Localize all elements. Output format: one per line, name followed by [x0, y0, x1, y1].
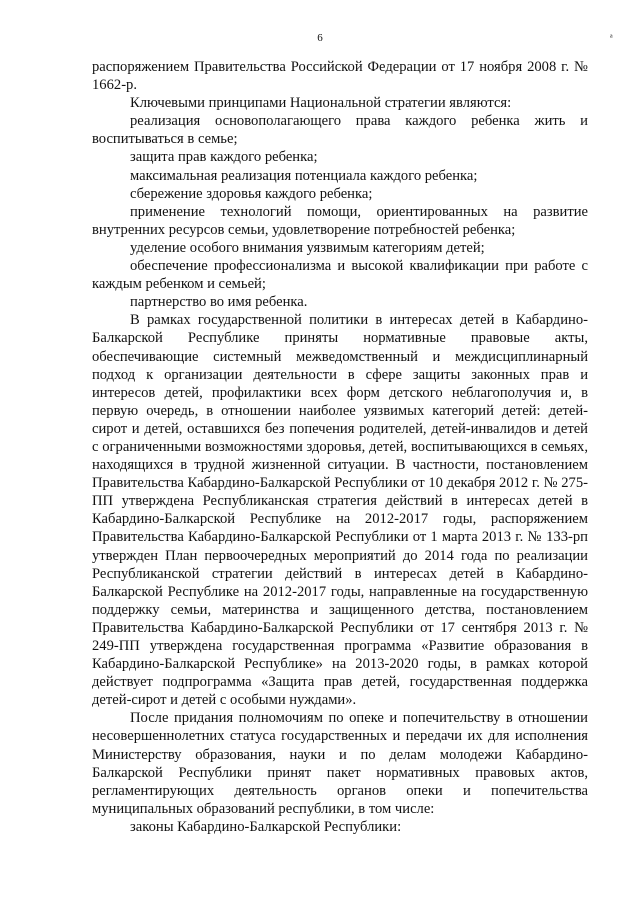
paragraph: распоряжением Правительства Российской Федерации от 17 ноября 2008 г. № 1662-р.	[92, 59, 588, 94]
document-body	[92, 58, 588, 836]
paragraph: уделение особого внимания уязвимым категориям детей;	[130, 239, 485, 256]
paragraph: партнерство во имя ребенка.	[130, 294, 308, 311]
paragraph: применение технологий помощи, ориентированных на развитие внутренних ресурсов семьи, удовлетворение потребностей ребенка;	[92, 203, 588, 238]
paragraph: максимальная реализация потенциала каждого ребенка;	[130, 167, 478, 184]
corner-mark: ᵃ	[610, 32, 613, 43]
paragraph: сбережение здоровья каждого ребенка;	[130, 185, 373, 202]
paragraph: Ключевыми принципами Национальной стратегии являются:	[130, 95, 512, 112]
page-number: 6	[317, 32, 323, 44]
paragraph: обеспечение профессионализма и высокой квалификации при работе с каждым ребенком и семьей;	[92, 258, 588, 293]
paragraph: защита прав каждого ребенка;	[130, 149, 318, 166]
paragraph: реализация основополагающего права каждого ребенка жить и воспитываться в семье;	[92, 113, 588, 148]
paragraph: законы Кабардино-Балкарской Республики:	[130, 818, 402, 835]
paragraph: После придания полномочиям по опеке и попечительству в отношении несовершеннолетних статуса государственных и передачи их для исполнения Министерству образования, науки и по делам молодежи Кабардино-Балкарской Республики принят пакет нормативных правовых актов, регламентирующих деятельность органов опеки и попечительства муниципальных образований республики, в том числе:	[92, 710, 588, 817]
paragraph: В рамках государственной политики в интересах детей в Кабардино-Балкарской Республике приняты нормативные правовые акты, обеспечивающие системный межведомственный и междисциплинарный подход к организации деятельности в сфере защиты законных прав и интересов детей, профилактики всех форм детского неблагополучия и, в первую очередь, в отношении наиболее уязвимых категорий детей: детей-сирот и детей, оставшихся без попечения родителей, детей-инвалидов и детей с ограниченными возможностями здоровья, детей, воспитывающихся в семьях, находящихся в трудной жизненной ситуации. В частности, постановлением Правительства Кабардино-Балкарской Республики от 10 декабря 2012 г. № 275-ПП утверждена Республиканская стратегия действий в интересах детей в Кабардино-Балкарской Республике на 2012-2017 годы, распоряжением Правительства Кабардино-Балкарской Республики от 1 марта 2013 г. № 133-рп утвержден План первоочередных мероприятий до 2014 года по реализации Республиканской стратегии действий в интересах детей в Кабардино-Балкарской Республике на 2012-2017 годы, направленные на государственную поддержку семьи, материнства и защищенного детства, постановлением Правительства Кабардино-Балкарской Республики от 17 сентября 2013 г. № 249-ПП утверждена государственная программа «Развитие образования в Кабардино-Балкарской Республике» на 2013-2020 годы, в рамках которой действует подпрограмма «Защита прав детей, государственная поддержка детей-сирот и детей с особыми нуждами».	[92, 312, 588, 709]
